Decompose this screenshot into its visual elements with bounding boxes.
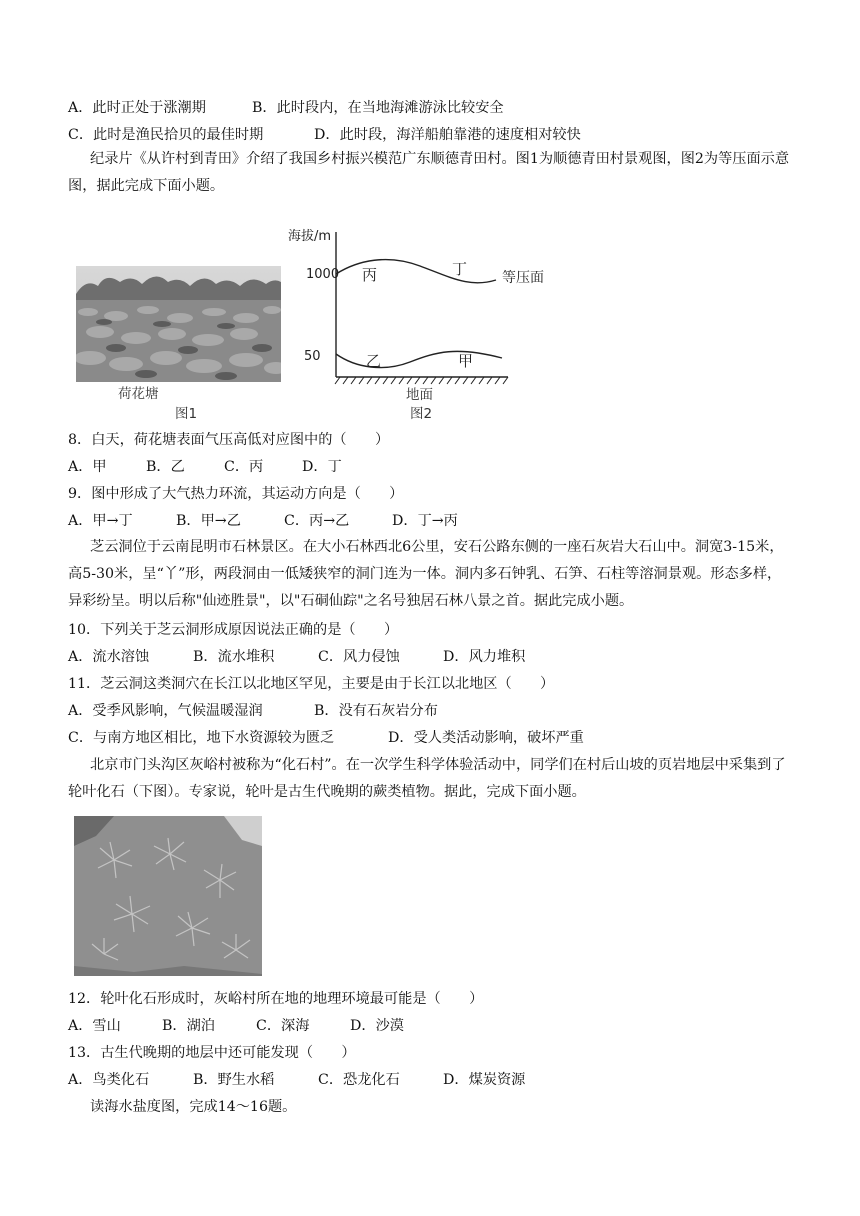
q8-option-a: A．甲 <box>68 459 107 475</box>
isobar-diagram <box>280 212 580 432</box>
tick-1000: 1000 <box>306 267 340 282</box>
q9-option-a: A．甲→丁 <box>68 513 133 529</box>
q8-stem: 8．白天，荷花塘表面气压高低对应图中的（ ） <box>68 432 390 448</box>
q12-options <box>68 1016 404 1036</box>
q9-option-c: C．丙→乙 <box>284 513 350 529</box>
q10-stem: 10．下列关于芝云洞形成原因说法正确的是（ ） <box>68 622 399 638</box>
q12-stem: 12．轮叶化石形成时，灰峪村所在地的地理环境最可能是（ ） <box>68 991 484 1007</box>
q11-options-row1 <box>68 701 438 721</box>
q11-option-c: C．与南方地区相比，地下水资源较为匮乏 <box>68 730 335 746</box>
ground-label: 地面 <box>406 387 433 403</box>
q9-stem: 9．图中形成了大气热力环流，其运动方向是（ ） <box>68 486 404 502</box>
q13-option-d: D．煤炭资源 <box>443 1072 526 1088</box>
lotus-pond-image <box>76 266 281 382</box>
q12-option-d: D．沙漠 <box>350 1018 404 1034</box>
intro-questions-8-9: 纪录片《从许村到青田》介绍了我国乡村振兴模范广东顺德青田村。图1为顺德青田村景观图，图2为等压面示意图，据此完成下面小题。 <box>68 151 790 194</box>
q11-option-b: B．没有石灰岩分布 <box>314 703 438 719</box>
tick-50: 50 <box>304 349 321 364</box>
q13-stem: 13．古生代晚期的地层中还可能发现（ ） <box>68 1045 356 1061</box>
q12-option-c: C．深海 <box>256 1018 310 1034</box>
q11-stem: 11．芝云洞这类洞穴在长江以北地区罕见，主要是由于长江以北地区（ ） <box>68 676 555 692</box>
q8-option-b: B．乙 <box>146 459 185 475</box>
lotus-pond-photo <box>76 266 281 382</box>
q13-option-c: C．恐龙化石 <box>318 1072 400 1088</box>
q7-option-d: D．此时段，海洋船舶靠港的速度相对较快 <box>314 127 581 143</box>
q7-option-a: A．此时正处于涨潮期 <box>68 100 206 116</box>
q10-option-d: D．风力堆积 <box>443 649 526 665</box>
figure1-caption: 图1 <box>175 406 198 422</box>
intro-questions-14-16: 读海水盐度图，完成14～16题。 <box>90 1099 297 1115</box>
isobar-label: 等压面 <box>502 270 544 286</box>
fossil-photo <box>74 816 262 976</box>
q13-options <box>68 1070 525 1090</box>
lower-isobar <box>336 351 502 367</box>
intro-questions-12-13: 北京市门头沟区灰峪村被称为“化石村”。在一次学生科学体验活动中，同学们在村后山坡的页岩地层中采集到了轮叶化石（下图）。专家说，轮叶是古生代晚期的蕨类植物。据此，完成下面小题。 <box>68 757 786 800</box>
q12-option-b: B．湖泊 <box>162 1018 215 1034</box>
q9-option-d: D．丁→丙 <box>392 513 458 529</box>
label-jia: 甲 <box>458 352 474 370</box>
q13-option-b: B．野生水稻 <box>193 1072 275 1088</box>
figure2-caption: 图2 <box>410 406 433 422</box>
q11-option-d: D．受人类活动影响，破坏严重 <box>388 730 584 746</box>
q10-option-c: C．风力侵蚀 <box>318 649 400 665</box>
q12-option-a: A．雪山 <box>68 1018 121 1034</box>
q10-option-b: B．流水堆积 <box>193 649 275 665</box>
q7-option-c: C．此时是渔民拾贝的最佳时期 <box>68 127 264 143</box>
q8-option-d: D．丁 <box>302 459 342 475</box>
label-ding: 丁 <box>452 260 468 278</box>
lotus-pond-label: 荷花塘 <box>118 386 159 402</box>
y-axis-label: 海拔/m <box>288 229 332 244</box>
label-yi: 乙 <box>366 352 382 370</box>
q10-options <box>68 647 525 667</box>
q9-option-b: B．甲→乙 <box>176 513 241 529</box>
ground-hatching <box>335 377 508 384</box>
q9-options <box>68 511 458 531</box>
q8-option-c: C．丙 <box>224 459 264 475</box>
upper-isobar <box>336 260 496 283</box>
q7-options-row2 <box>68 125 581 145</box>
intro-questions-10-11: 芝云洞位于云南昆明市石林景区。在大小石林西北6公里，安石公路东侧的一座石灰岩大石山中。洞宽3-15米，高5-30米，呈“丫”形，两段洞由一低矮狭窄的洞门连为一体。洞内多石钟乳、石笋、石柱等溶洞景观。形态多样，异彩纷呈。明以后称"仙迹胜景"，以"石硐仙踪"之名号独居石林八景之首。据此完成小题。 <box>68 539 784 609</box>
q7-options-row1 <box>68 98 504 118</box>
q13-option-a: A．鸟类化石 <box>68 1072 150 1088</box>
q10-option-a: A．流水溶蚀 <box>68 649 150 665</box>
q7-option-b: B．此时段内，在当地海滩游泳比较安全 <box>252 100 504 116</box>
q8-options <box>68 457 342 477</box>
q11-options-row2 <box>68 728 584 748</box>
q11-option-a: A．受季风影响，气候温暖湿润 <box>68 703 263 719</box>
label-bing: 丙 <box>362 266 378 284</box>
